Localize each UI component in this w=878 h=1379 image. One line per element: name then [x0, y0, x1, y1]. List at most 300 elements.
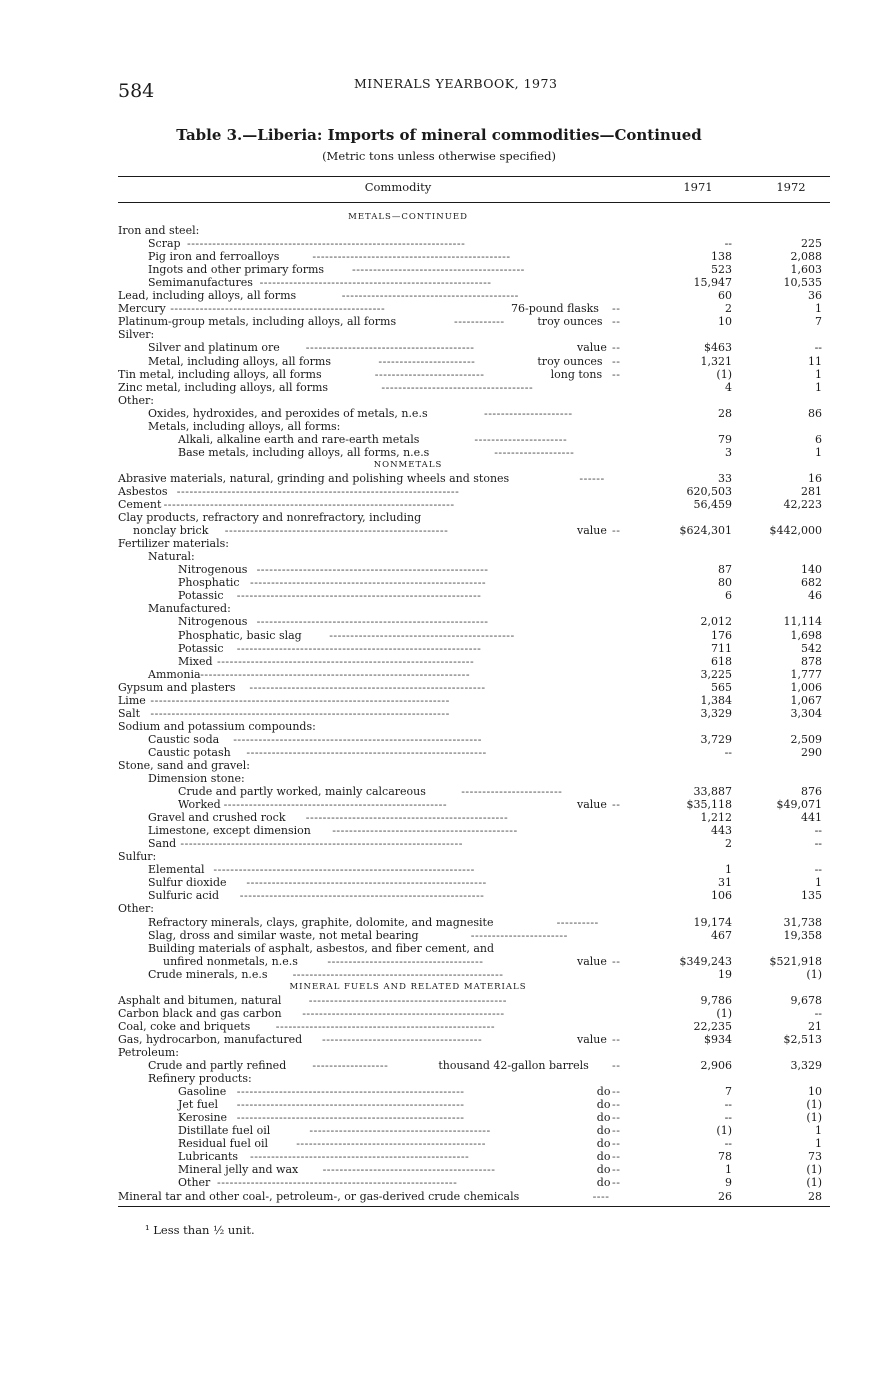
table-row	[0, 1046, 878, 1059]
value-1971: 138	[711, 250, 732, 264]
value-1971: 33,887	[693, 785, 732, 799]
footnote: ¹ Less than ½ unit.	[145, 1223, 255, 1237]
value-1971: 87	[718, 563, 732, 577]
table-row	[0, 733, 878, 746]
commodity-label: Dimension stone:	[148, 772, 245, 786]
table-row	[0, 681, 878, 694]
section-heading-row	[0, 459, 878, 472]
value-1971: 467	[711, 928, 732, 942]
commodity-label: Gravel and crushed rock	[148, 811, 286, 825]
value-1972: 1	[815, 1124, 822, 1138]
leader-dots: -----------------------------------------------------------------------	[150, 706, 450, 720]
leader-dots: ----------------------------------------------------------------	[200, 667, 471, 681]
commodity-label: Fertilizer materials:	[118, 537, 229, 551]
leader-dots: --	[612, 302, 621, 316]
table-row	[0, 1190, 878, 1203]
value-1971: 31	[718, 876, 732, 890]
table-row	[0, 759, 878, 772]
table-row	[0, 1111, 878, 1124]
commodity-label: Zinc metal, including alloys, all forms	[118, 380, 329, 394]
leader-dots: --	[612, 354, 621, 368]
commodity-label: Jet fuel	[178, 1098, 219, 1112]
table-row	[0, 394, 878, 407]
commodity-label: Elemental	[148, 863, 205, 877]
value-1972: 876	[801, 785, 822, 799]
leader-dots: ------------------------------------------------------	[236, 1085, 465, 1099]
commodity-label: Phosphatic, basic slag	[178, 628, 302, 642]
value-1972: 225	[801, 237, 822, 251]
table-row	[0, 485, 878, 498]
value-1971: 9,786	[700, 993, 732, 1007]
table-subtitle: (Metric tons unless otherwise specified)	[322, 149, 556, 163]
commodity-label: Lubricants	[178, 1150, 239, 1164]
value-1972: 6	[815, 432, 822, 446]
table-row	[0, 642, 878, 655]
table-row	[0, 472, 878, 485]
unit-label: value	[577, 954, 607, 968]
value-1971: 78	[718, 1150, 732, 1164]
table-bottom-rule	[118, 1206, 830, 1207]
value-1972: $49,071	[776, 798, 822, 812]
value-1971: 60	[718, 289, 732, 303]
table-row	[0, 798, 878, 811]
value-1971: 176	[711, 628, 732, 642]
unit-label: value	[577, 798, 607, 812]
leader-dots: --	[612, 798, 621, 812]
value-1971: 618	[711, 654, 732, 668]
value-1972: $442,000	[769, 524, 822, 538]
value-1972: 9,678	[790, 993, 822, 1007]
leader-dots: -------------------------------------------------------------------	[176, 484, 460, 498]
value-1972: 3,329	[790, 1059, 822, 1073]
value-1971: $624,301	[679, 524, 732, 538]
table-row	[0, 629, 878, 642]
leader-dots: ----------------------------------------------------	[275, 1019, 496, 1033]
commodity-label: nonclay brick	[133, 524, 209, 538]
commodity-label: Cement	[118, 498, 162, 512]
leader-dots: --	[612, 1137, 621, 1151]
commodity-label: Other:	[118, 902, 154, 916]
commodity-label: Mercury	[118, 302, 166, 316]
commodity-label: Nitrogenous	[178, 615, 248, 629]
table-row	[0, 694, 878, 707]
leader-dots: ----------------------------------------	[305, 341, 475, 355]
value-1971: 1	[725, 1163, 732, 1177]
commodity-label: Distillate fuel oil	[178, 1124, 271, 1138]
commodity-label: Lead, including alloys, all forms	[118, 289, 297, 303]
commodity-label: Base metals, including alloys, all forms, n.e.s	[178, 445, 430, 459]
value-1971: 2,012	[700, 615, 732, 629]
commodity-label: Crude and partly worked, mainly calcareous	[178, 785, 426, 799]
table-row	[0, 785, 878, 798]
section-heading-row	[0, 981, 878, 994]
leader-dots: ------------------------------------------------------	[236, 1098, 465, 1112]
commodity-label: Potassic	[178, 641, 224, 655]
leader-dots: -----------------------------------------------------------------------	[150, 693, 450, 707]
table-row	[0, 1085, 878, 1098]
table-row	[0, 850, 878, 863]
header-bottom-rule	[118, 202, 830, 203]
column-header-1972: 1972	[776, 180, 806, 194]
commodity-label: Stone, sand and gravel:	[118, 758, 250, 772]
unit-label: do	[596, 1085, 611, 1099]
value-1972: 73	[808, 1150, 822, 1164]
page-number: 584	[118, 80, 155, 102]
value-1972: --	[814, 837, 822, 851]
table-row	[0, 668, 878, 681]
commodity-label: Petroleum:	[118, 1046, 179, 1059]
table-row	[0, 576, 878, 589]
value-1971: 10	[718, 315, 732, 329]
value-1972: 1,603	[790, 263, 822, 277]
leader-dots: --	[612, 341, 621, 355]
column-header-1971: 1971	[683, 180, 713, 194]
commodity-label: Mineral tar and other coal-, petroleum-, or gas-derived crude chemicals	[118, 1189, 520, 1203]
section-heading-row	[0, 211, 878, 224]
value-1971: (1)	[716, 1124, 732, 1138]
value-1972: (1)	[806, 1163, 822, 1177]
value-1971: 19,174	[693, 915, 732, 929]
leader-dots: ------------------------------------------------	[302, 1006, 505, 1020]
leader-dots: --------------------------------------	[322, 1032, 483, 1046]
commodity-label: Manufactured:	[148, 602, 231, 616]
value-1971: 620,503	[686, 484, 732, 498]
table-row	[0, 1007, 878, 1020]
value-1972: 36	[808, 289, 822, 303]
leader-dots: --------------------------------------------------	[292, 967, 504, 981]
leader-dots: --	[612, 1124, 621, 1138]
value-1972: 1,006	[790, 680, 822, 694]
value-1971: 79	[718, 432, 732, 446]
commodity-label: Gas, hydrocarbon, manufactured	[118, 1032, 303, 1046]
commodity-label: Gypsum and plasters	[118, 680, 236, 694]
commodity-label: Limestone, except dimension	[148, 824, 311, 838]
leader-dots: -------------------------------------------------------	[256, 615, 489, 629]
value-1972: --	[814, 341, 822, 355]
leader-dots: --	[612, 1098, 621, 1112]
leader-dots: --	[612, 1163, 621, 1177]
value-1972: --	[814, 824, 822, 838]
leader-dots: -----------------------------------------	[322, 1163, 496, 1177]
value-1971: $934	[704, 1032, 732, 1046]
commodity-label: Asphalt and bitumen, natural	[118, 993, 282, 1007]
leader-dots: -----------------------------------------------	[312, 250, 511, 264]
leader-dots: --	[612, 1059, 621, 1073]
leader-dots: ------------------------------------------------	[305, 811, 509, 825]
table-row	[0, 315, 878, 328]
unit-label: do	[596, 1150, 611, 1164]
leader-dots: -------------------------------------------------------------------	[180, 837, 463, 851]
commodity-label: Clay products, refractory and nonrefractory, including	[118, 511, 422, 525]
value-1972: 28	[808, 1189, 822, 1203]
table-row	[0, 341, 878, 354]
unit-label: value	[577, 524, 607, 538]
table-row	[0, 655, 878, 668]
table-row	[0, 1098, 878, 1111]
value-1972: 542	[801, 641, 822, 655]
commodity-label: Sulfur dioxide	[148, 876, 227, 890]
leader-dots: -------------------------------------------------------------	[217, 654, 475, 668]
value-1972: $2,513	[783, 1032, 822, 1046]
commodity-label: Phosphatic	[178, 576, 240, 590]
table-row	[0, 968, 878, 981]
value-1971: 3,225	[700, 667, 732, 681]
leader-dots: --	[612, 1085, 621, 1099]
commodity-label: Asbestos	[118, 484, 168, 498]
value-1971: 6	[725, 589, 732, 603]
leader-dots: --	[612, 1032, 621, 1046]
leader-dots: ---------------------	[484, 406, 573, 420]
table-row	[0, 302, 878, 315]
value-1971: --	[724, 1098, 732, 1112]
commodity-label: Sand	[148, 837, 177, 851]
table-body	[0, 211, 878, 1203]
value-1971: 2	[725, 302, 732, 316]
table-row	[0, 250, 878, 263]
commodity-label: Iron and steel:	[118, 224, 200, 238]
commodity-label: Mineral jelly and wax	[178, 1163, 299, 1177]
table-row	[0, 602, 878, 615]
value-1972: (1)	[806, 1111, 822, 1125]
leader-dots: ----------------------	[474, 432, 568, 446]
unit-label: 76-pound flasks	[511, 302, 599, 316]
unit-label: value	[577, 341, 607, 355]
value-1972: 7	[815, 315, 822, 329]
value-1972: 1	[815, 445, 822, 459]
table-row	[0, 837, 878, 850]
leader-dots: ------------------------	[461, 785, 563, 799]
value-1972: 1,067	[790, 693, 822, 707]
value-1971: 1,384	[700, 693, 732, 707]
leader-dots: --------------------------	[374, 367, 485, 381]
leader-dots: --	[612, 315, 621, 329]
leader-dots: --	[612, 367, 621, 381]
table-row	[0, 746, 878, 759]
leader-dots: --------------------------------------------------------	[249, 680, 486, 694]
table-row	[0, 916, 878, 929]
value-1971: 443	[711, 824, 732, 838]
value-1972: 1	[815, 876, 822, 890]
value-1972: --	[814, 863, 822, 877]
leader-dots: -------------------------------------------------------	[259, 276, 492, 290]
value-1971: $349,243	[679, 954, 732, 968]
table-row	[0, 942, 878, 955]
leader-dots: ---------------------------------------------------------	[246, 876, 487, 890]
value-1972: $521,918	[769, 954, 822, 968]
leader-dots: ----------------------------------------------------	[250, 1150, 470, 1164]
value-1972: 878	[801, 654, 822, 668]
value-1972: 135	[801, 889, 822, 903]
value-1971: 2	[725, 837, 732, 851]
table-row	[0, 1059, 878, 1072]
commodity-label: Ingots and other primary forms	[148, 263, 325, 277]
leader-dots: --	[612, 1111, 621, 1125]
table-row	[0, 433, 878, 446]
commodity-label: Semimanufactures	[148, 276, 253, 290]
value-1971: --	[724, 1111, 732, 1125]
table-row	[0, 381, 878, 394]
value-1971: --	[724, 745, 732, 759]
section-heading: NONMETALS	[373, 459, 443, 470]
unit-label: do	[596, 1111, 611, 1125]
value-1971: 22,235	[693, 1019, 732, 1033]
value-1971: --	[724, 237, 732, 251]
commodity-label: Ammonia	[148, 667, 201, 681]
table-row	[0, 1124, 878, 1137]
table-row	[0, 994, 878, 1007]
leader-dots: ----------------------------------------------------------	[239, 889, 485, 903]
leader-dots: -----------------------------------------------------	[223, 798, 448, 812]
table-row	[0, 407, 878, 420]
table-row	[0, 355, 878, 368]
value-1972: 86	[808, 406, 822, 420]
leader-dots: ------------------------------------------------------------------	[187, 237, 466, 251]
value-1972: 1,698	[790, 628, 822, 642]
value-1972: 10	[808, 1085, 822, 1099]
value-1971: 106	[711, 889, 732, 903]
leader-dots: -------------------	[494, 445, 575, 459]
commodity-label: Sodium and potassium compounds:	[118, 719, 316, 733]
value-1972: 1	[815, 1137, 822, 1151]
table-row	[0, 563, 878, 576]
commodity-label: Lime	[118, 693, 146, 707]
commodity-label: Mixed	[178, 654, 213, 668]
table-row	[0, 224, 878, 237]
unit-label: do	[596, 1124, 611, 1138]
value-1972: 1	[815, 380, 822, 394]
value-1972: 19,358	[783, 928, 822, 942]
commodity-label: Silver and platinum ore	[148, 341, 280, 355]
leader-dots: --	[612, 1176, 621, 1190]
value-1972: (1)	[806, 967, 822, 981]
value-1972: 16	[808, 471, 822, 485]
value-1971: (1)	[716, 367, 732, 381]
value-1972: 46	[808, 589, 822, 603]
table-row	[0, 524, 878, 537]
table-row	[0, 1163, 878, 1176]
commodity-label: Caustic potash	[148, 745, 231, 759]
table-row	[0, 824, 878, 837]
unit-label: do	[596, 1163, 611, 1177]
commodity-label: Carbon black and gas carbon	[118, 1006, 282, 1020]
commodity-label: Potassic	[178, 589, 224, 603]
commodity-label: Residual fuel oil	[178, 1137, 268, 1151]
leader-dots: ----	[592, 1189, 610, 1203]
value-1972: 682	[801, 576, 822, 590]
value-1972: 42,223	[783, 498, 822, 512]
unit-label: troy ounces	[537, 315, 603, 329]
commodity-label: Kerosine	[178, 1111, 228, 1125]
table-row	[0, 1137, 878, 1150]
leader-dots: -------------------------------------------	[309, 1124, 491, 1138]
table-row	[0, 498, 878, 511]
value-1972: 140	[801, 563, 822, 577]
leader-dots: --------------------------------------------	[332, 824, 518, 838]
value-1971: 523	[711, 263, 732, 277]
table-row	[0, 1033, 878, 1046]
unit-label: do	[596, 1176, 611, 1190]
value-1972: 11,114	[783, 615, 822, 629]
commodity-label: Caustic soda	[148, 732, 220, 746]
commodity-label: Refinery products:	[148, 1072, 252, 1086]
value-1972: --	[814, 1006, 822, 1020]
commodity-label: Natural:	[148, 550, 195, 564]
commodity-label: Metal, including alloys, all forms	[148, 354, 331, 368]
column-header-commodity: Commodity	[364, 180, 432, 194]
leader-dots: ------------	[454, 315, 505, 329]
value-1971: --	[724, 1137, 732, 1151]
table-row	[0, 902, 878, 915]
table-row	[0, 1176, 878, 1189]
commodity-label: Other	[178, 1176, 211, 1190]
section-heading: METALS—CONTINUED	[348, 212, 468, 222]
leader-dots: ---------------------------------------------------	[170, 302, 386, 316]
table-row	[0, 276, 878, 289]
value-1971: 1,321	[700, 354, 732, 368]
table-row	[0, 929, 878, 942]
value-1971: 9	[725, 1176, 732, 1190]
table-row	[0, 446, 878, 459]
commodity-label: Abrasive materials, natural, grinding and polishing wheels and stones	[118, 471, 510, 485]
table-title: Table 3.—Liberia: Imports of mineral commodities—Continued	[176, 126, 702, 144]
leader-dots: ------------------	[312, 1059, 389, 1073]
value-1971: 565	[711, 680, 732, 694]
value-1971: 711	[711, 641, 732, 655]
leader-dots: --------------------------------------------	[329, 628, 515, 642]
table-row	[0, 1150, 878, 1163]
value-1972: 1,777	[790, 667, 822, 681]
commodity-label: Nitrogenous	[178, 563, 248, 577]
table-row	[0, 1072, 878, 1085]
table-row	[0, 772, 878, 785]
value-1972: (1)	[806, 1176, 822, 1190]
section-heading: MINERAL FUELS AND RELATED MATERIALS	[289, 981, 527, 992]
leader-dots: -----------------------------------------------	[308, 993, 507, 1007]
value-1972: 31,738	[783, 915, 822, 929]
value-1971: 2,906	[700, 1059, 732, 1073]
leader-dots: ---------------------------------------------------------------------	[163, 498, 455, 512]
unit-label: do	[596, 1137, 611, 1151]
commodity-label: Refractory minerals, clays, graphite, dolomite, and magnesite	[148, 915, 494, 929]
value-1971: 19	[718, 967, 732, 981]
commodity-label: Crude and partly refined	[148, 1059, 287, 1073]
commodity-label: Coal, coke and briquets	[118, 1019, 251, 1033]
commodity-label: Alkali, alkaline earth and rare-earth metals	[178, 432, 420, 446]
table-row	[0, 511, 878, 524]
unit-label: do	[596, 1098, 611, 1112]
value-1972: 1	[815, 302, 822, 316]
leader-dots: --	[612, 954, 621, 968]
commodity-label: Oxides, hydroxides, and peroxides of metals, n.e.s	[148, 406, 428, 420]
table-row	[0, 550, 878, 563]
value-1971: 4	[725, 380, 732, 394]
commodity-label: unfired nonmetals, n.e.s	[163, 954, 298, 968]
value-1971: 33	[718, 471, 732, 485]
value-1972: 290	[801, 745, 822, 759]
leader-dots: ------------------------------------	[381, 380, 534, 394]
table-top-rule	[118, 176, 830, 177]
table-row	[0, 889, 878, 902]
unit-label: value	[577, 1032, 607, 1046]
table-row	[0, 707, 878, 720]
leader-dots: -------------------------------------	[327, 954, 484, 968]
value-1971: 1	[725, 863, 732, 877]
leader-dots: ------------------------------------------	[341, 289, 519, 303]
value-1972: 281	[801, 484, 822, 498]
leader-dots: ---------------------------------------------------------	[246, 745, 487, 759]
unit-label: long tons	[550, 367, 603, 381]
value-1971: (1)	[716, 1006, 732, 1020]
